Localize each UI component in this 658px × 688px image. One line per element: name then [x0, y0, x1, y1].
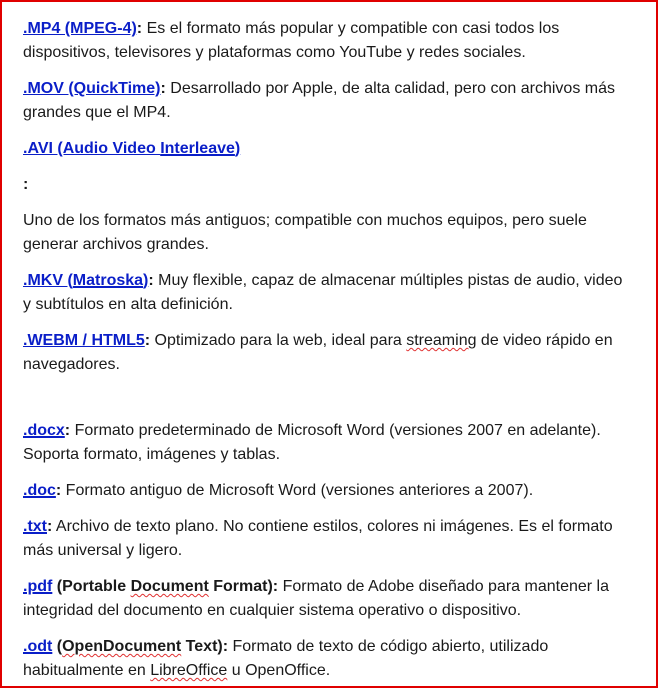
separator: : — [55, 482, 62, 499]
list-item-avi — [23, 137, 623, 161]
pdf-fullname-part1: (Portable — [52, 578, 131, 595]
separator: : — [144, 332, 151, 349]
odt-link-text: .odt — [23, 638, 53, 655]
docx-link-text: .docx — [23, 422, 65, 439]
odt-fullname-part3: Text) — [181, 638, 223, 655]
list-item-mp4 — [23, 17, 623, 65]
txt-link[interactable] — [23, 518, 47, 535]
odt-description-part1: Formato de texto de código abierto, utilizado habitualmente en — [23, 638, 549, 679]
docx-description: Formato predeterminado de Microsoft Word (versiones 2007 en adelante). Soporta formato, imágenes y tablas. — [23, 422, 601, 463]
txt-link-text: .txt — [23, 518, 47, 535]
list-item-mov — [23, 77, 623, 125]
separator: : — [148, 272, 154, 289]
doc-link-text: .doc — [23, 482, 56, 499]
mkv-link-part1: .MKV ( — [23, 272, 73, 289]
list-item-mkv — [23, 269, 623, 317]
pdf-link[interactable] — [23, 578, 52, 595]
mkv-description: Muy flexible, capaz de almacenar múltiples pistas de audio, video y subtítulos en alta definición. — [23, 272, 623, 313]
webm-description-part2: streaming — [406, 332, 477, 349]
mkv-link-part2: Matroska — [72, 272, 144, 289]
mov-link[interactable]: .MOV (QuickTime) — [23, 80, 161, 97]
pdf-description: Formato de Adobe diseñado para mantener la integridad del documento en cualquier sistema operativo o dispositivo. — [23, 578, 610, 619]
list-item-webm — [23, 329, 623, 377]
pdf-fullname-part3: Format) — [208, 578, 273, 595]
separator: : — [160, 80, 166, 97]
avi-link-part2: Interleave — [160, 140, 235, 157]
webm-description-part3: de video rápido en navegadores. — [23, 332, 613, 373]
separator: : — [64, 422, 71, 439]
list-item-txt — [23, 515, 623, 563]
list-item-doc — [23, 479, 623, 503]
separator: : — [23, 176, 29, 193]
mkv-link-part3: ) — [143, 272, 149, 289]
mov-description: Desarrollado por Apple, de alta calidad, pero con archivos más grandes que el MP4. — [23, 80, 615, 121]
avi-link-part3: ) — [234, 140, 241, 157]
txt-description: Archivo de texto plano. No contiene estilos, colores ni imágenes. Es el formato más universal y ligero. — [23, 518, 613, 559]
avi-description: Uno de los formatos más antiguos; compatible con muchos equipos, pero suele generar archivos grandes. — [23, 212, 587, 253]
webm-description-part1: Optimizado para la web, ideal para — [150, 332, 407, 349]
odt-description-part3: u OpenOffice. — [227, 662, 331, 679]
pdf-fullname-part2: Document — [130, 578, 209, 595]
doc-link[interactable] — [23, 482, 56, 499]
doc-description: Formato antiguo de Microsoft Word (versiones anteriores a 2007). — [61, 482, 534, 499]
list-item-pdf — [23, 575, 623, 623]
odt-link[interactable] — [23, 638, 52, 655]
pdf-link-text: .pdf — [23, 578, 53, 595]
mkv-link[interactable] — [23, 272, 148, 289]
docx-link[interactable] — [23, 422, 65, 439]
odt-description-part2: LibreOffice — [150, 662, 228, 679]
webm-link[interactable]: .WEBM / HTML5 — [23, 332, 145, 349]
odt-fullname-part2: OpenDocument — [62, 638, 182, 655]
odt-fullname-part1: ( — [52, 638, 63, 655]
separator: : — [136, 20, 143, 37]
list-item-odt — [23, 635, 623, 683]
avi-link[interactable] — [23, 140, 240, 157]
list-item-avi-colon — [23, 173, 623, 197]
list-item-avi-description — [23, 209, 623, 257]
mp4-description: Es el formato más popular y compatible con casi todos los dispositivos, televisores y plataformas como YouTube y redes sociales. — [23, 20, 560, 61]
mp4-link[interactable]: .MP4 (MPEG-4) — [23, 20, 137, 37]
avi-link-part1: .AVI (Audio Video — [23, 140, 161, 157]
separator: : — [222, 638, 229, 655]
separator: : — [272, 578, 279, 595]
list-item-docx — [23, 419, 623, 467]
separator: : — [47, 518, 53, 535]
